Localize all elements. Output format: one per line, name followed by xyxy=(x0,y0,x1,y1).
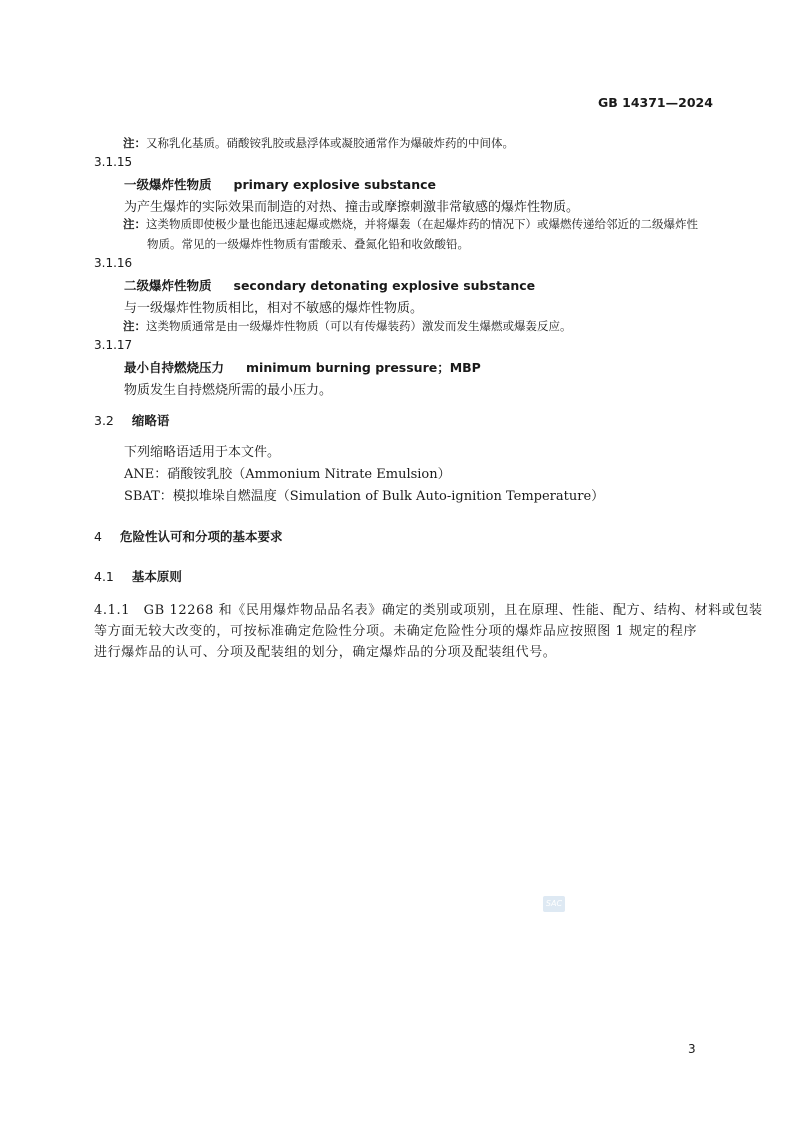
abbreviation-ane: ANE：硝酸铵乳胶（Ammonium Nitrate Emulsion） xyxy=(124,467,451,482)
definition-3-1-17: 物质发生自持燃烧所需的最小压力。 xyxy=(124,383,333,398)
clause-number-3-1-16: 3.1.16 xyxy=(94,256,133,270)
term-3-1-16 xyxy=(124,276,535,294)
term-3-1-17 xyxy=(124,358,481,376)
clause-number-3-1-17: 3.1.17 xyxy=(94,338,133,352)
note-text: 这类物质即使极少量也能迅速起爆或燃烧，并将爆轰（在起爆炸药的情况下）或爆燃传递给邻近的二级爆炸性 xyxy=(146,217,698,231)
term-cn: 一级爆炸性物质 xyxy=(124,177,212,192)
term-en: minimum burning pressure；MBP xyxy=(246,360,481,375)
note-label: 注： xyxy=(123,319,146,333)
note-text: 又称乳化基质。硝酸铵乳胶或悬浮体或凝胶通常作为爆破炸药的中间体。 xyxy=(146,136,514,150)
clause-4-1-1-line-3: 进行爆炸品的认可、分项及配装组的划分，确定爆炸品的分项及配装组代号。 xyxy=(94,645,557,660)
term-cn: 最小自持燃烧压力 xyxy=(124,360,225,375)
term-en: primary explosive substance xyxy=(233,177,437,192)
section-title: 基本原则 xyxy=(131,569,182,584)
note-3-1-15 xyxy=(123,216,698,232)
note-emulsion xyxy=(123,135,514,151)
sac-watermark-logo: SAC xyxy=(543,896,565,912)
term-cn: 二级爆炸性物质 xyxy=(124,278,212,293)
clause-4-1-1-line-1: 4.1.1 GB 12268 和《民用爆炸物品品名表》确定的类别或项别，且在原理、性能、配方、结构、材料或包装 xyxy=(94,603,763,618)
section-title: 危险性认可和分项的基本要求 xyxy=(119,529,283,544)
section-number: 4 xyxy=(94,529,102,544)
note-label: 注： xyxy=(123,217,146,231)
document-id: GB 14371—2024 xyxy=(598,95,713,110)
section-number: 4.1 xyxy=(94,569,114,584)
section-heading-3-2 xyxy=(94,411,169,429)
note-text: 这类物质通常是由一级爆炸性物质（可以有传爆装药）激发而发生爆燃或爆轰反应。 xyxy=(146,319,572,333)
clause-number-3-1-15: 3.1.15 xyxy=(94,155,133,169)
clause-4-1-1-line-2: 等方面无较大改变的，可按标准确定危险性分项。未确定危险性分项的爆炸品应按照图 1 规定的程序 xyxy=(94,624,698,639)
abbreviation-sbat: SBAT：模拟堆垛自燃温度（Simulation of Bulk Auto-ignition Temperature） xyxy=(124,489,605,504)
section-heading-4 xyxy=(94,527,282,545)
definition-3-1-16: 与一级爆炸性物质相比，相对不敏感的爆炸性物质。 xyxy=(124,301,424,316)
term-3-1-15 xyxy=(124,175,436,193)
section-heading-4-1 xyxy=(94,567,182,585)
section-number: 3.2 xyxy=(94,413,114,428)
section-title: 缩略语 xyxy=(131,413,170,428)
definition-3-1-15: 为产生爆炸的实际效果而制造的对热、撞击或摩擦刺激非常敏感的爆炸性物质。 xyxy=(124,200,580,215)
page-number: 3 xyxy=(688,1042,696,1056)
term-en: secondary detonating explosive substance xyxy=(233,278,536,293)
abbreviations-intro: 下列缩略语适用于本文件。 xyxy=(124,445,281,460)
note-3-1-16 xyxy=(123,318,572,334)
note-label: 注： xyxy=(123,136,146,150)
note-3-1-15-continued: 物质。常见的一级爆炸性物质有雷酸汞、叠氮化铅和收敛酸铅。 xyxy=(147,237,469,251)
